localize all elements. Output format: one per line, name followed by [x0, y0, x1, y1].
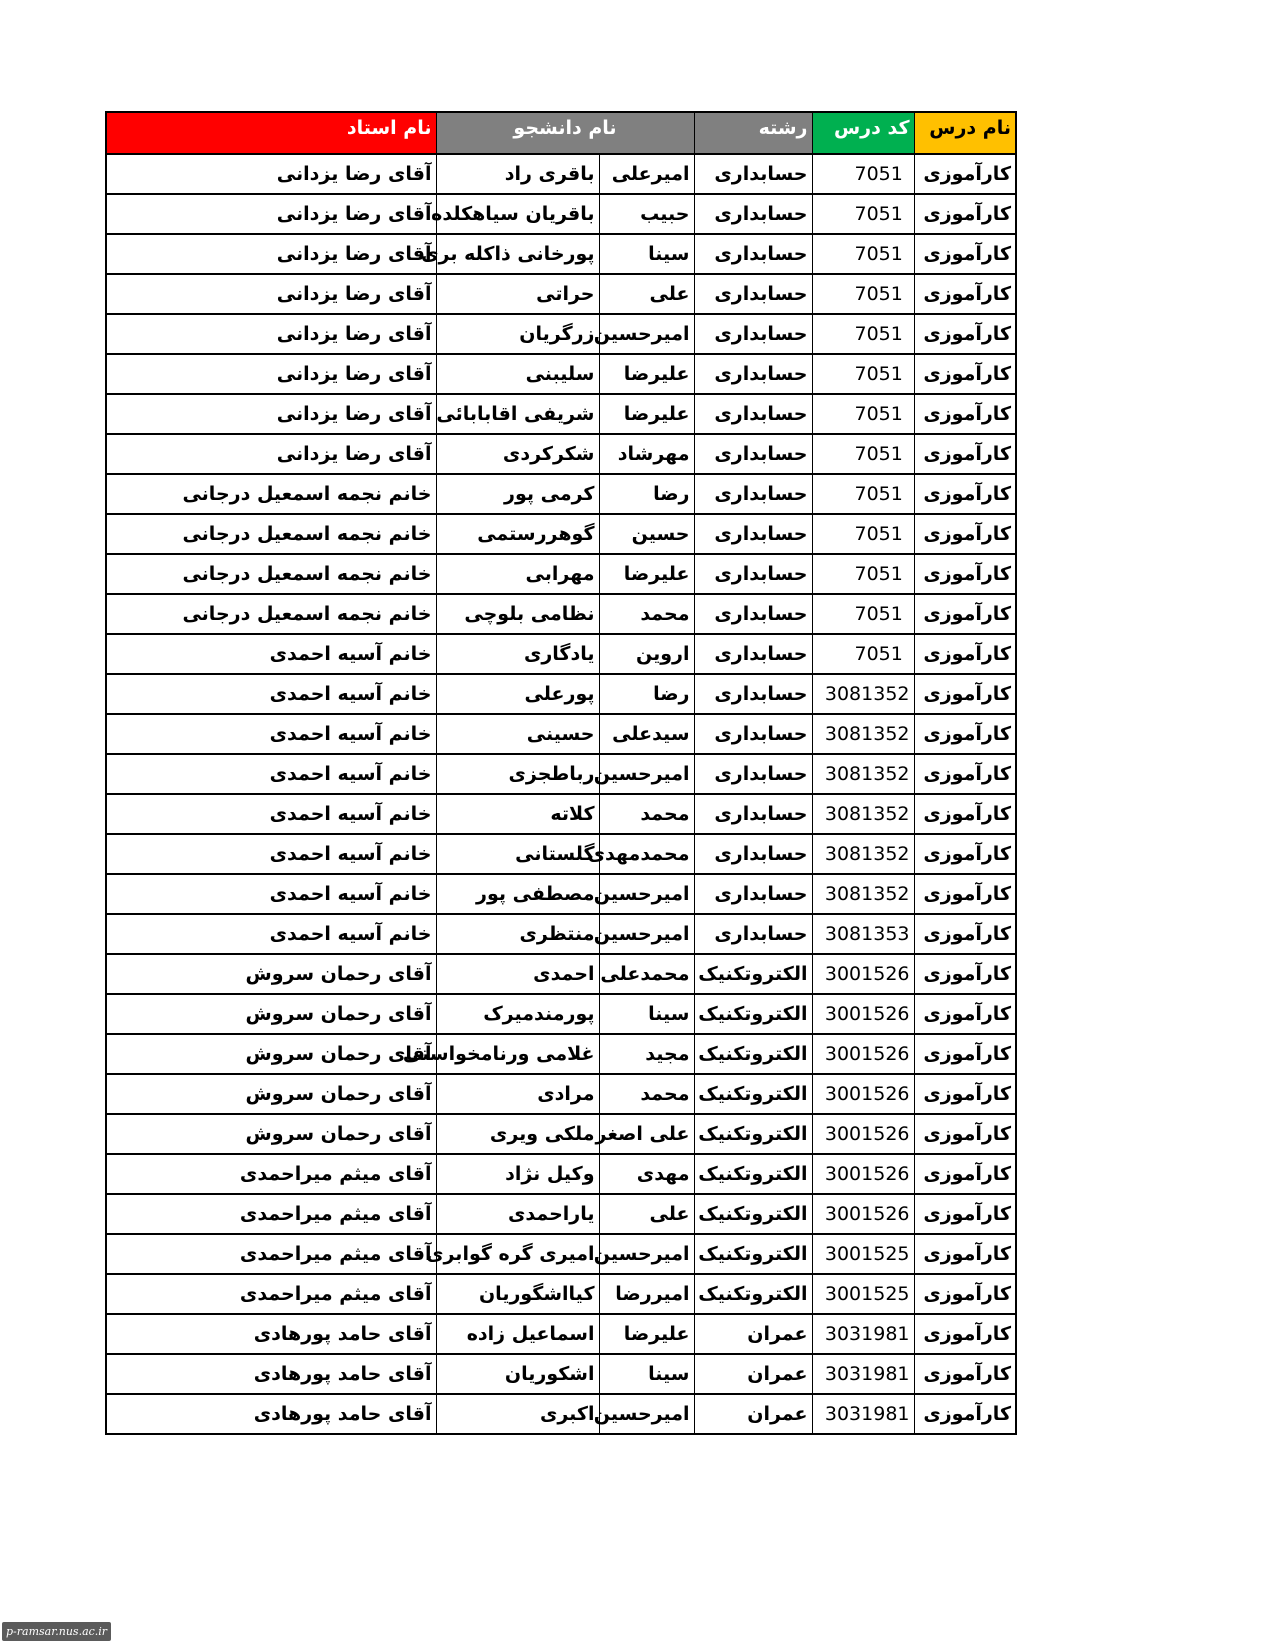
header-row — [106, 112, 1016, 154]
course-code-cell — [812, 434, 914, 474]
student-last-name-cell: پورمندمیرک — [436, 994, 599, 1034]
major-cell: عمران — [694, 1354, 812, 1394]
student-first-name-cell: مجید — [599, 1034, 694, 1074]
course-code-cell — [812, 554, 914, 594]
course-code-text: 7051 — [854, 443, 903, 465]
course-name-cell: کارآموزی — [914, 674, 1016, 714]
course-code-text: 3001526 — [824, 1083, 910, 1105]
major-cell: حسابداری — [694, 474, 812, 514]
table-row — [106, 714, 1016, 754]
student-last-name-cell: رباطجزی — [436, 754, 599, 794]
student-first-name-cell: سیدعلی — [599, 714, 694, 754]
course-code-text: 7051 — [854, 603, 903, 625]
major-cell: حسابداری — [694, 274, 812, 314]
teacher-name-cell: آقای رضا یزدانی — [106, 434, 436, 474]
course-code-cell — [812, 954, 914, 994]
course-code-cell — [812, 674, 914, 714]
major-cell: حسابداری — [694, 594, 812, 634]
course-name-cell: کارآموزی — [914, 1074, 1016, 1114]
course-code-cell — [812, 1354, 914, 1394]
header-student-name: نام دانشجو — [436, 112, 694, 154]
teacher-name-cell: خانم نجمه اسمعیل درجانی — [106, 474, 436, 514]
student-first-name-cell: اروین — [599, 634, 694, 674]
major-cell: حسابداری — [694, 434, 812, 474]
student-last-name-cell: زرگریان — [436, 314, 599, 354]
course-code-cell — [812, 394, 914, 434]
course-code-text: 3001526 — [824, 963, 910, 985]
course-name-cell: کارآموزی — [914, 994, 1016, 1034]
table-row — [106, 1394, 1016, 1434]
course-name-cell: کارآموزی — [914, 1034, 1016, 1074]
course-code-text: 7051 — [854, 283, 903, 305]
table-row — [106, 874, 1016, 914]
student-last-name-cell: باقریان سیاهکلده — [436, 194, 599, 234]
course-code-text: 7051 — [854, 643, 903, 665]
table-row — [106, 514, 1016, 554]
major-cell: عمران — [694, 1394, 812, 1434]
course-code-cell — [812, 1154, 914, 1194]
course-code-cell — [812, 194, 914, 234]
teacher-name-cell: خانم نجمه اسمعیل درجانی — [106, 594, 436, 634]
major-cell: حسابداری — [694, 194, 812, 234]
major-cell: حسابداری — [694, 794, 812, 834]
course-code-text: 7051 — [854, 403, 903, 425]
course-code-text: 7051 — [854, 523, 903, 545]
teacher-name-cell: خانم آسیه احمدی — [106, 674, 436, 714]
major-cell: حسابداری — [694, 354, 812, 394]
student-first-name-cell: امیرحسین — [599, 754, 694, 794]
student-first-name-cell: محمد — [599, 594, 694, 634]
student-last-name-cell: مرادی — [436, 1074, 599, 1114]
teacher-name-cell: آقای رضا یزدانی — [106, 234, 436, 274]
table-row — [106, 1274, 1016, 1314]
student-first-name-cell: علیرضا — [599, 394, 694, 434]
student-first-name-cell: محمدعلی — [599, 954, 694, 994]
course-code-cell — [812, 794, 914, 834]
header-course-name: نام درس — [914, 112, 1016, 154]
teacher-name-cell: آقای رحمان سروش — [106, 1074, 436, 1114]
teacher-name-cell: آقای میثم میراحمدی — [106, 1234, 436, 1274]
student-last-name-cell: اسماعیل زاده — [436, 1314, 599, 1354]
major-cell: عمران — [694, 1314, 812, 1354]
major-cell: حسابداری — [694, 754, 812, 794]
table-row — [106, 1354, 1016, 1394]
table-row — [106, 154, 1016, 194]
course-name-cell: کارآموزی — [914, 1394, 1016, 1434]
table-row — [106, 474, 1016, 514]
course-code-cell — [812, 594, 914, 634]
student-last-name-cell: پورخانی ذاکله بری — [436, 234, 599, 274]
student-last-name-cell: وکیل نژاد — [436, 1154, 599, 1194]
table-row — [106, 1074, 1016, 1114]
student-first-name-cell: محمدمهدی — [599, 834, 694, 874]
table-row — [106, 1314, 1016, 1354]
table-row — [106, 594, 1016, 634]
student-last-name-cell: مصطفی پور — [436, 874, 599, 914]
student-first-name-cell: مهرشاد — [599, 434, 694, 474]
table-row — [106, 354, 1016, 394]
course-name-cell: کارآموزی — [914, 194, 1016, 234]
student-first-name-cell: امیرحسین — [599, 874, 694, 914]
student-first-name-cell: امیررضا — [599, 1274, 694, 1314]
course-name-cell: کارآموزی — [914, 1114, 1016, 1154]
student-first-name-cell: حبیب — [599, 194, 694, 234]
course-code-text: 3001526 — [824, 1203, 910, 1225]
student-last-name-cell: سلیبنی — [436, 354, 599, 394]
course-code-cell — [812, 994, 914, 1034]
course-code-text: 7051 — [854, 243, 903, 265]
student-last-name-cell: منتظری — [436, 914, 599, 954]
table-row — [106, 274, 1016, 314]
course-code-cell — [812, 1194, 914, 1234]
major-cell: حسابداری — [694, 554, 812, 594]
major-cell: الکتروتکنیک — [694, 1194, 812, 1234]
student-last-name-cell: باقری راد — [436, 154, 599, 194]
student-last-name-cell: یاراحمدی — [436, 1194, 599, 1234]
course-name-cell: کارآموزی — [914, 1354, 1016, 1394]
student-first-name-cell: امیرحسین — [599, 914, 694, 954]
course-name-cell: کارآموزی — [914, 514, 1016, 554]
table-row — [106, 234, 1016, 274]
student-first-name-cell: علی — [599, 274, 694, 314]
table-row — [106, 634, 1016, 674]
course-name-cell: کارآموزی — [914, 594, 1016, 634]
student-first-name-cell: علیرضا — [599, 554, 694, 594]
teacher-name-cell: آقای رضا یزدانی — [106, 274, 436, 314]
major-cell: الکتروتکنیک — [694, 1154, 812, 1194]
course-code-text: 3081352 — [824, 683, 910, 705]
student-last-name-cell: مهرابی — [436, 554, 599, 594]
teacher-name-cell: خانم آسیه احمدی — [106, 874, 436, 914]
major-cell: الکتروتکنیک — [694, 1034, 812, 1074]
course-code-cell — [812, 634, 914, 674]
teacher-name-cell: آقای رضا یزدانی — [106, 154, 436, 194]
course-code-text: 7051 — [854, 163, 903, 185]
table-row — [106, 1194, 1016, 1234]
course-code-cell — [812, 1114, 914, 1154]
major-cell: الکتروتکنیک — [694, 1114, 812, 1154]
course-code-text: 7051 — [854, 203, 903, 225]
student-last-name-cell: شریفی اقابابائی — [436, 394, 599, 434]
course-code-text: 3081352 — [824, 843, 910, 865]
student-first-name-cell: حسین — [599, 514, 694, 554]
teacher-name-cell: خانم آسیه احمدی — [106, 834, 436, 874]
course-code-cell — [812, 1074, 914, 1114]
header-teacher-name: نام استاد — [106, 112, 436, 154]
teacher-name-cell: آقای رضا یزدانی — [106, 194, 436, 234]
teacher-name-cell: آقای میثم میراحمدی — [106, 1194, 436, 1234]
course-name-cell: کارآموزی — [914, 1194, 1016, 1234]
course-code-text: 3081352 — [824, 803, 910, 825]
course-name-cell: کارآموزی — [914, 1274, 1016, 1314]
course-code-cell — [812, 474, 914, 514]
student-first-name-cell: رضا — [599, 674, 694, 714]
teacher-name-cell: آقای رضا یزدانی — [106, 354, 436, 394]
student-last-name-cell: ملکی ویری — [436, 1114, 599, 1154]
major-cell: حسابداری — [694, 874, 812, 914]
course-code-cell — [812, 914, 914, 954]
major-cell: الکتروتکنیک — [694, 954, 812, 994]
course-code-cell — [812, 234, 914, 274]
course-name-cell: کارآموزی — [914, 954, 1016, 994]
course-code-cell — [812, 314, 914, 354]
student-last-name-cell: کرمی پور — [436, 474, 599, 514]
course-code-cell — [812, 834, 914, 874]
table-row — [106, 994, 1016, 1034]
teacher-name-cell: خانم آسیه احمدی — [106, 794, 436, 834]
major-cell: حسابداری — [694, 314, 812, 354]
major-cell: الکتروتکنیک — [694, 1274, 812, 1314]
course-code-cell — [812, 154, 914, 194]
course-code-text: 3001526 — [824, 1003, 910, 1025]
site-watermark: p-ramsar.nus.ac.ir — [2, 1622, 111, 1641]
student-first-name-cell: محمد — [599, 1074, 694, 1114]
student-last-name-cell: یادگاری — [436, 634, 599, 674]
teacher-name-cell: آقای رحمان سروش — [106, 1034, 436, 1074]
teacher-name-cell: آقای حامد پورهادی — [106, 1354, 436, 1394]
course-code-cell — [812, 514, 914, 554]
course-name-cell: کارآموزی — [914, 394, 1016, 434]
student-last-name-cell: گوهررستمی — [436, 514, 599, 554]
student-last-name-cell: امیری گره گوابری — [436, 1234, 599, 1274]
student-last-name-cell: پورعلی — [436, 674, 599, 714]
student-first-name-cell: سینا — [599, 234, 694, 274]
major-cell: حسابداری — [694, 394, 812, 434]
student-first-name-cell: سینا — [599, 1354, 694, 1394]
student-first-name-cell: علی اصغر — [599, 1114, 694, 1154]
table-row — [106, 914, 1016, 954]
course-name-cell: کارآموزی — [914, 874, 1016, 914]
teacher-name-cell: آقای رضا یزدانی — [106, 394, 436, 434]
course-name-cell: کارآموزی — [914, 554, 1016, 594]
teacher-name-cell: آقای حامد پورهادی — [106, 1394, 436, 1434]
course-name-cell: کارآموزی — [914, 154, 1016, 194]
teacher-name-cell: آقای رحمان سروش — [106, 954, 436, 994]
teacher-name-cell: آقای حامد پورهادی — [106, 1314, 436, 1354]
course-code-cell — [812, 1314, 914, 1354]
course-code-cell — [812, 1034, 914, 1074]
teacher-name-cell: آقای رضا یزدانی — [106, 314, 436, 354]
student-last-name-cell: اشکوریان — [436, 1354, 599, 1394]
student-last-name-cell: حراتی — [436, 274, 599, 314]
course-name-cell: کارآموزی — [914, 274, 1016, 314]
student-first-name-cell: امیرعلی — [599, 154, 694, 194]
student-first-name-cell: امیرحسین — [599, 1394, 694, 1434]
major-cell: حسابداری — [694, 514, 812, 554]
major-cell: حسابداری — [694, 154, 812, 194]
table-row — [106, 394, 1016, 434]
table-row — [106, 674, 1016, 714]
student-first-name-cell: امیرحسین — [599, 314, 694, 354]
student-last-name-cell: شکرکردی — [436, 434, 599, 474]
table-row — [106, 1154, 1016, 1194]
header-major: رشته — [694, 112, 812, 154]
teacher-name-cell: خانم آسیه احمدی — [106, 914, 436, 954]
teacher-name-cell: آقای رحمان سروش — [106, 994, 436, 1034]
course-code-text: 3001525 — [824, 1283, 910, 1305]
student-first-name-cell: محمد — [599, 794, 694, 834]
course-name-cell: کارآموزی — [914, 1234, 1016, 1274]
student-last-name-cell: غلامی ورنامخواستی — [436, 1034, 599, 1074]
student-first-name-cell: مهدی — [599, 1154, 694, 1194]
course-code-text: 3031981 — [824, 1403, 910, 1425]
teacher-name-cell: آقای رحمان سروش — [106, 1114, 436, 1154]
student-first-name-cell: رضا — [599, 474, 694, 514]
course-code-text: 7051 — [854, 483, 903, 505]
course-code-cell — [812, 754, 914, 794]
table-row — [106, 1034, 1016, 1074]
course-name-cell: کارآموزی — [914, 914, 1016, 954]
teacher-name-cell: آقای میثم میراحمدی — [106, 1154, 436, 1194]
course-code-text: 3001526 — [824, 1123, 910, 1145]
table-row — [106, 194, 1016, 234]
course-code-text: 3081352 — [824, 723, 910, 745]
student-last-name-cell: اکبری — [436, 1394, 599, 1434]
student-first-name-cell: علیرضا — [599, 354, 694, 394]
table-row — [106, 794, 1016, 834]
course-code-cell — [812, 1274, 914, 1314]
table-row — [106, 434, 1016, 474]
course-name-cell: کارآموزی — [914, 474, 1016, 514]
course-code-text: 7051 — [854, 563, 903, 585]
course-name-cell: کارآموزی — [914, 1314, 1016, 1354]
table-row — [106, 954, 1016, 994]
course-code-text: 3001526 — [824, 1163, 910, 1185]
course-code-cell — [812, 354, 914, 394]
course-code-text: 3001526 — [824, 1043, 910, 1065]
table-row — [106, 834, 1016, 874]
internship-table — [105, 111, 1017, 1435]
course-code-text: 3001525 — [824, 1243, 910, 1265]
student-last-name-cell: کلاته — [436, 794, 599, 834]
course-name-cell: کارآموزی — [914, 234, 1016, 274]
major-cell: حسابداری — [694, 834, 812, 874]
table-row — [106, 754, 1016, 794]
teacher-name-cell: آقای میثم میراحمدی — [106, 1274, 436, 1314]
student-first-name-cell: سینا — [599, 994, 694, 1034]
course-code-text: 3031981 — [824, 1363, 910, 1385]
student-last-name-cell: حسینی — [436, 714, 599, 754]
course-code-cell — [812, 1394, 914, 1434]
student-last-name-cell: گلستانی — [436, 834, 599, 874]
header-course-code: کد درس — [812, 112, 914, 154]
major-cell: حسابداری — [694, 714, 812, 754]
teacher-name-cell: خانم نجمه اسمعیل درجانی — [106, 514, 436, 554]
student-first-name-cell: علی — [599, 1194, 694, 1234]
table-row — [106, 554, 1016, 594]
table-row — [106, 314, 1016, 354]
course-code-text: 3081352 — [824, 763, 910, 785]
course-name-cell: کارآموزی — [914, 634, 1016, 674]
course-code-text: 3081353 — [824, 923, 910, 945]
student-last-name-cell: احمدی — [436, 954, 599, 994]
course-code-cell — [812, 274, 914, 314]
course-name-cell: کارآموزی — [914, 354, 1016, 394]
course-code-cell — [812, 714, 914, 754]
teacher-name-cell: خانم نجمه اسمعیل درجانی — [106, 554, 436, 594]
teacher-name-cell: خانم آسیه احمدی — [106, 634, 436, 674]
major-cell: حسابداری — [694, 634, 812, 674]
course-code-text: 3031981 — [824, 1323, 910, 1345]
major-cell: الکتروتکنیک — [694, 994, 812, 1034]
student-first-name-cell: علیرضا — [599, 1314, 694, 1354]
table-body — [106, 154, 1016, 1434]
major-cell: حسابداری — [694, 914, 812, 954]
table-row — [106, 1114, 1016, 1154]
teacher-name-cell: خانم آسیه احمدی — [106, 754, 436, 794]
course-code-cell — [812, 874, 914, 914]
major-cell: الکتروتکنیک — [694, 1234, 812, 1274]
course-code-cell — [812, 1234, 914, 1274]
course-name-cell: کارآموزی — [914, 794, 1016, 834]
teacher-name-cell: خانم آسیه احمدی — [106, 714, 436, 754]
course-code-text: 7051 — [854, 323, 903, 345]
student-last-name-cell: کیااشگوریان — [436, 1274, 599, 1314]
course-name-cell: کارآموزی — [914, 434, 1016, 474]
course-name-cell: کارآموزی — [914, 314, 1016, 354]
major-cell: حسابداری — [694, 674, 812, 714]
course-name-cell: کارآموزی — [914, 1154, 1016, 1194]
student-first-name-cell: امیرحسین — [599, 1234, 694, 1274]
course-name-cell: کارآموزی — [914, 754, 1016, 794]
course-code-text: 3081352 — [824, 883, 910, 905]
course-code-text: 7051 — [854, 363, 903, 385]
student-last-name-cell: نظامی بلوچی — [436, 594, 599, 634]
course-name-cell: کارآموزی — [914, 714, 1016, 754]
major-cell: حسابداری — [694, 234, 812, 274]
course-name-cell: کارآموزی — [914, 834, 1016, 874]
major-cell: الکتروتکنیک — [694, 1074, 812, 1114]
table-row — [106, 1234, 1016, 1274]
